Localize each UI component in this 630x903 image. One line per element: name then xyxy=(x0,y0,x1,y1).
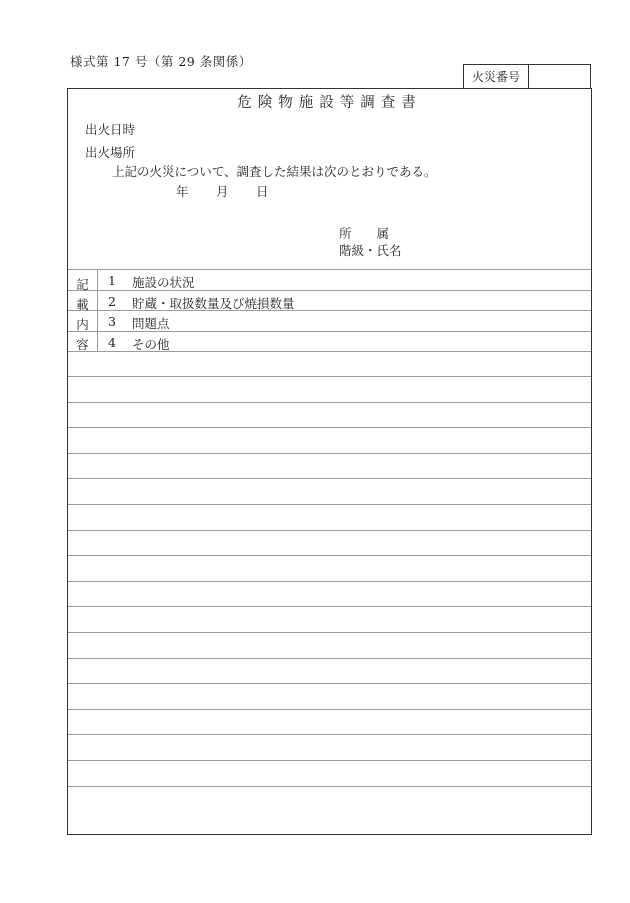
item-text: 貯蔵・取扱数量及び焼損数量 xyxy=(132,296,295,311)
ruled-line xyxy=(68,606,591,607)
item-text: その他 xyxy=(132,337,170,352)
day-label: 日 xyxy=(256,184,269,199)
section-label-char: 記 xyxy=(76,277,89,292)
month-label: 月 xyxy=(216,184,229,199)
year-label: 年 xyxy=(176,184,189,199)
ruled-line xyxy=(68,658,591,659)
rank-name-label: 階級・氏名 xyxy=(339,243,402,258)
section-label-char: 載 xyxy=(76,297,89,312)
item-number: 4 xyxy=(108,335,116,350)
ruled-line xyxy=(68,760,591,761)
ruled-line xyxy=(68,504,591,505)
fire-number-field[interactable] xyxy=(529,65,590,88)
ruled-line xyxy=(68,453,591,454)
item-number: 3 xyxy=(108,314,116,329)
ruled-line xyxy=(68,786,591,787)
item-number: 1 xyxy=(108,273,116,288)
ruled-line xyxy=(68,734,591,735)
ruled-line xyxy=(68,632,591,633)
ruled-line xyxy=(68,427,591,428)
ruled-line xyxy=(68,581,591,582)
form-number: 様式第 17 号（第 29 条関係） xyxy=(70,54,252,69)
ruled-line xyxy=(68,376,591,377)
form-frame xyxy=(67,88,592,835)
fire-number-label: 火災番号 xyxy=(464,65,529,88)
fire-datetime-label: 出火日時 xyxy=(85,122,136,137)
ruled-line xyxy=(68,269,591,270)
statement-text: 上記の火災について、調査した結果は次のとおりである。 xyxy=(112,164,437,179)
ruled-line xyxy=(68,683,591,684)
section-label-char: 内 xyxy=(76,317,89,332)
item-number: 2 xyxy=(108,294,116,309)
affiliation-label: 所 属 xyxy=(339,226,390,241)
form-title: 危険物施設等調査書 xyxy=(237,95,422,111)
fire-number-box xyxy=(463,64,591,88)
item-text: 施設の状況 xyxy=(132,275,195,290)
ruled-line xyxy=(68,478,591,479)
ruled-line xyxy=(68,402,591,403)
ruled-line xyxy=(68,530,591,531)
item-text: 問題点 xyxy=(132,316,170,331)
section-label-char: 容 xyxy=(76,337,89,352)
ruled-line xyxy=(68,709,591,710)
ruled-line xyxy=(68,555,591,556)
fire-place-label: 出火場所 xyxy=(85,145,136,160)
section-divider xyxy=(97,269,98,351)
